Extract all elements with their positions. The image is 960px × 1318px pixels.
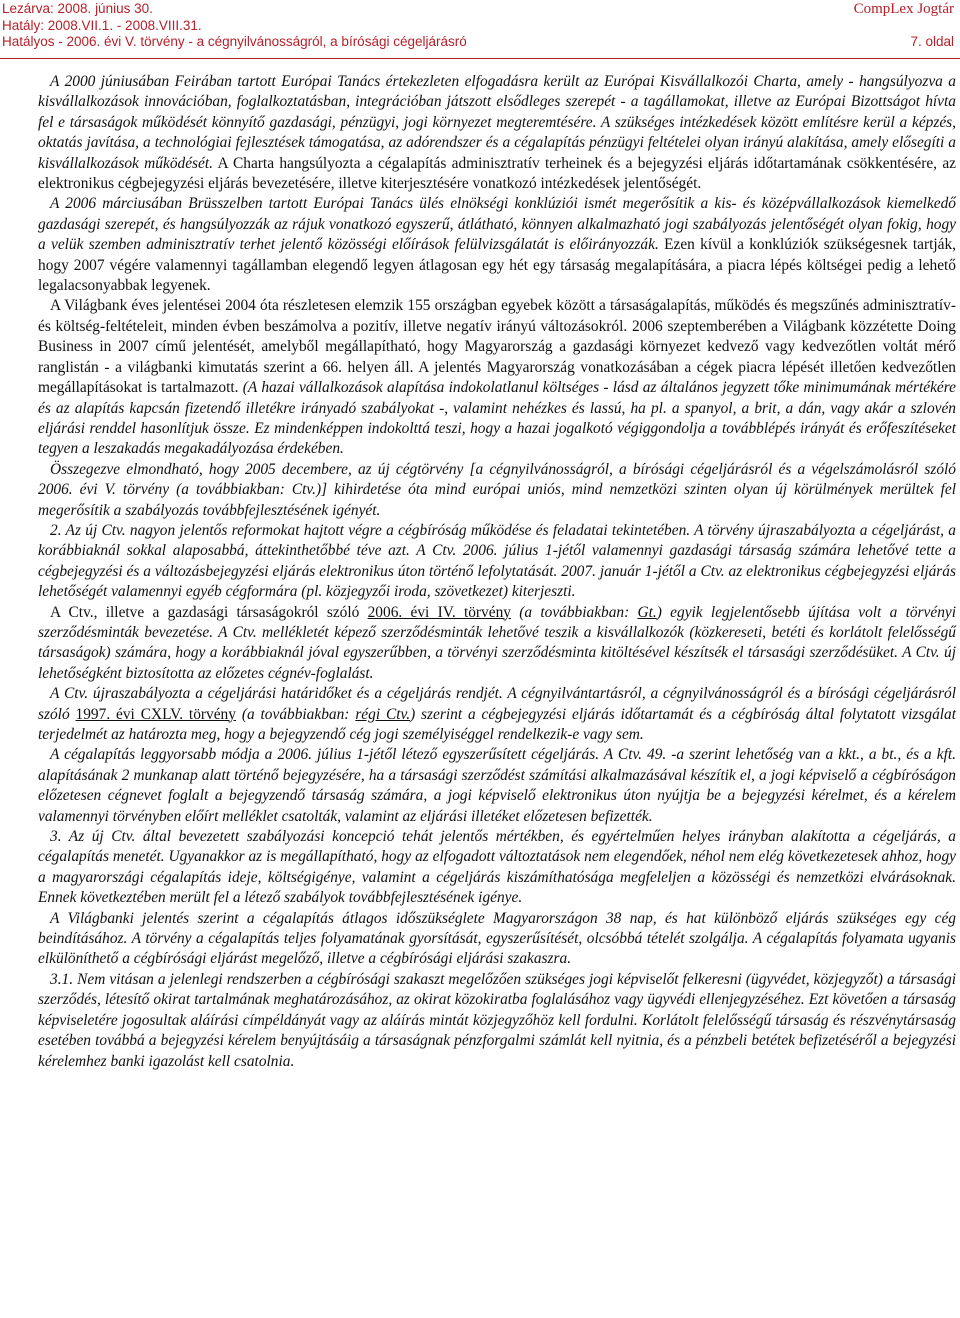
document-body <box>38 72 956 1072</box>
closing-date: Lezárva: 2008. június 30. <box>2 1 153 16</box>
paragraph-11-italic: 3.1. Nem vitásan a jelenlegi rendszerben a cégbírósági szakaszt megelőzően szükséges jogi képviselőt felkeresni (ügyvédet, közjegyzőt) a társasági szerződés, létesítő okirat tartalmának meghatározásához, az okirat közokiratba foglalásához vagy ügyvédi ellenjegyzéséhez. Ezt követően a társaság képviseletére jogosultak aláírási címpéldányát vagy az aláírás mintát közjegyzőhöz kell fordulni. Korlátolt felelősségű társaság és részvénytársaság esetében továbbá a bejegyzési kérelem benyújtásáig a társaságnak pénzforgalmi számlát kell nyitnia, és a pénzbeli betétek befizetéséről a bejegyzési kérelemhez banki igazolást kell csatolnia. <box>38 970 956 1070</box>
paragraph-2 <box>38 194 956 296</box>
paragraph-9-italic: 3. Az új Ctv. által bevezetett szabályozási koncepció tehát jelentős mértékben, és egyértelműen helyes irányban alakította a cégeljárás, a cégalapítás menetét. Ugyanakkor az is megállapítható, hogy az elfogadott változtatások nem elegendőek, néhol nem elég következetesek ahhoz, hogy a magyarországi cégalapítás ideje, költségigénye, valamint a cégeljárás kiszámíthatósága megfeleljen a közösségi és nemzetközi elvárásoknak. Ennek következtében merült fel a létező szabályok továbbfejlesztésének igénye. <box>38 828 956 907</box>
header-spacer <box>854 18 954 35</box>
paragraph-9 <box>38 827 956 909</box>
paragraph-10-italic: A Világbanki jelentés szerint a cégalapítás átlagos időszükséglete Magyarországon 38 nap, és hat különböző eljárás szükséges egy cég beindításához. A törvény a cégalapítás teljes folyamatának gyorsítását, egyszerűsítését, olcsóbbá tételét szolgálja. A cégalapítás folyamata ugyanis elkülöníthető a cégbírósági eljárást megelőző, illetve a cégbírósági eljárási szakaszra. <box>38 909 956 968</box>
header-right <box>854 1 954 51</box>
paragraph-5 <box>38 521 956 603</box>
paragraph-6-text-c: ) egyik legjelentősebb újítása volt a törvényi szerződésminták bevezetése. A Ctv. mellékletét képező szerződésminták lehetővé teszik a kisvállalkozók (közkereseti, betéti és korlátolt felelősségű társaságok) számára, hogy a korábbiaknál jóval egyszerűbben, a törvényi szerződésminta kitöltésével készítsék el társasági szerződésüket. A Ctv. új lehetőségként biztosította az előzetes cégnév-foglalást. <box>38 603 956 682</box>
paragraph-7-text-b: (a továbbiakban: <box>235 705 356 723</box>
paragraph-1-text: A Charta hangsúlyozta a cégalapítás adminisztratív terheinek és a bejegyzési eljárás időtartamának csökkentésére, az elektronikus cégbejegyzési eljárás bevezetésére, illetve kiterjesztésére vonatkozó intézkedések jelentőségét. <box>38 154 956 193</box>
paragraph-3 <box>38 296 956 459</box>
header-left <box>2 1 467 51</box>
paragraph-11 <box>38 970 956 1072</box>
paragraph-7 <box>38 684 956 745</box>
paragraph-7-text-a: A Ctv. újraszabályozta a cégeljárási határidőket és a cégeljárás rendjét. A cégnyilvántartásról, a cégnyilvánosságról és a bírósági cégeljárásról szóló <box>38 685 956 723</box>
paragraph-6-text-b: (a továbbiakban: <box>510 603 638 621</box>
paragraph-1 <box>38 72 956 194</box>
paragraph-2-italic: A 2006 márciusában Brüsszelben tartott Európai Tanács ülés elnökségi konklúziói ismét megerősítik a kis- és középvállalkozások kiemelkedő gazdasági szerepét, és hangsúlyozzák az rájuk vonatkozó egyszerű, átlátható, könnyen alkalmazható jogi szabályozás jelentőségét olyan fokig, hogy a velük szemben adminisztratív terhet jelentő közösségi előírások felülvizsgálatát is előirányozzák. <box>38 195 956 254</box>
paragraph-8 <box>38 745 956 827</box>
paragraph-10 <box>38 909 956 970</box>
paragraph-2-text: Ezen kívül a konklúziók szükségesnek tartják, hogy 2007 végére valamennyi tagállamban elegendő legyen átlagosan egy hét egy társaság megalapítására, a piacra lépés költségei pedig a lehető legalacsonyabbak legyenek. <box>38 236 956 295</box>
law-title: Hatályos - 2006. évi V. törvény - a cégnyilvánosságról, a bírósági cégeljárásró <box>2 34 467 49</box>
paragraph-4 <box>38 460 956 521</box>
paragraph-5-italic: 2. Az új Ctv. nagyon jelentős reformokat hajtott végre a cégbíróság működése és feladatai tekintetében. A törvény újraszabályozta a cégeljárást, a korábbiaknál sokkal alaposabbá, áttekinthetőbbé téve azt. A Ctv. 2006. július 1-jétől valamennyi gazdasági társaság számára lehetővé tette a cégbejegyzési és a változásbejegyzési eljárás elektronikus úton történő lefolytatását. 2007. január 1-jétől a Ctv. az elektronikus cégbejegyzési eljárás lehetőségét valamennyi egyéb cégformára (pl. közjegyzői iroda, szövetkezet) kiterjeszti. <box>38 521 956 601</box>
paragraph-4-italic: Összegezve elmondható, hogy 2005 decembere, az új cégtörvény [a cégnyilvánosságról, a bírósági cégeljárásról és a végelszámolásról szóló 2006. évi V. törvény (a továbbiakban: Ctv.)] kihirdetése óta mind európai uniós, mind nemzetközi szinten olyan új körülmények merültek fel megerősítik a szabályozás továbbfejlesztésének igényét. <box>38 460 956 519</box>
page-number: 7. oldal <box>910 34 954 49</box>
link-gt[interactable]: Gt. <box>637 603 657 621</box>
link-gt-law[interactable]: 2006. évi IV. törvény <box>367 603 511 621</box>
header-divider <box>0 58 960 59</box>
paragraph-3-italic: (A hazai vállalkozások alapítása indokolatlanul költséges - lásd az általános jegyzett tőke minimumának mértékére és az alapítás kapcsán fizetendő illetékre irányadó szabályokat -, valamint nehézkes és lassú, ha pl. a spanyol, a brit, a dán, vagy akár a szlovén eljárási renddel hasonlítjuk össze. Ez mindenképpen indokolttá teszi, hogy a hazai jogalkotó végiggondolja a továbblépés irányát és erőfeszítéseket tegyen a leszakadás megakadályozása érdekében. <box>38 379 956 458</box>
brand-name: CompLex Jogtár <box>853 1 954 17</box>
paragraph-6-text-a: A Ctv., illetve a gazdasági társaságokról szóló <box>50 603 368 621</box>
paragraph-7-text-c: ) szerint a cégbejegyzési eljárás időtartamát és a cégbíróság által folytatott vizsgálat terjedelmét az határozta meg, hogy a bejegyzendő cég jogi személyiséggel rendelkezik-e vagy sem. <box>38 705 957 743</box>
link-old-ctv[interactable]: régi Ctv. <box>355 705 411 723</box>
validity-period: Hatály: 2008.VII.1. - 2008.VIII.31. <box>2 17 202 33</box>
link-old-ctv-law[interactable]: 1997. évi CXLV. törvény <box>75 705 236 723</box>
paragraph-3-text: A Világbank éves jelentései 2004 óta részletesen elemzik 155 országban egyebek között a társaságalapítás, működés és megszűnés adminisztratív- és költség-feltételeit, minden évben beszámolva a pozitív, illetve negatív irányú változásokról. 2006 szeptemberében a Világbank közzétette Doing Business in 2007 című jelentését, amelyből megállapítható, hogy Magyarország a gazdasági környezet kedvező vagy kedvezőtlen voltát mérő ranglistán - a világbanki kimutatás szerint a 66. helyen áll. A jelentés Magyarország vonatkozásában a cégek piacra lépését illetően kedvezőtlen megállapításokat is tartalmazott. <box>38 297 956 397</box>
paragraph-1-italic: A 2000 júniusában Feirában tartott Európai Tanács értekezleten elfogadásra került az Európai Kisvállalkozói Charta, amely - hangsúlyozva a kisvállalkozások innovációban, foglalkoztatásban, integrációban játszott elsődleges szerepét - a tagállamokat, illetve az Európai Bizottságot hívta fel e társaságok működését könnyítő gazdasági, pénzügyi, jogi környezet megteremtésére. A szükséges intézkedések között említésre kerül a képzés, oktatás javítása, a technológiai fejlesztések támogatása, az adórendszer és a cégalapítás pénzügyi feltételei olyan irányú alakítása, amely elősegíti a kisvállalkozások működését. <box>38 73 956 172</box>
paragraph-8-italic: A cégalapítás leggyorsabb módja a 2006. július 1-jétől létező egyszerűsített cégeljárás. A Ctv. 49. -a szerint lehetőség van a kkt., a bt., és a kft. alapításának 2 munkanap alatt történő bejegyzésére, ha a társasági szerződést számítási alkalmazásával készítik el, a jogi képviselő a cégbíróságon előzetesen cégnevet foglalt a bejegyzendő társaság számára, a jogi képviselő elektronikus úton nyújtja be a bejegyzési kérelmet, és a kérelem valamennyi törvényben előírt melléklet csatolták, valamint az eljárási illetéket előzetesen befizették. <box>38 746 956 825</box>
document-header <box>0 0 960 64</box>
paragraph-6 <box>38 603 956 685</box>
